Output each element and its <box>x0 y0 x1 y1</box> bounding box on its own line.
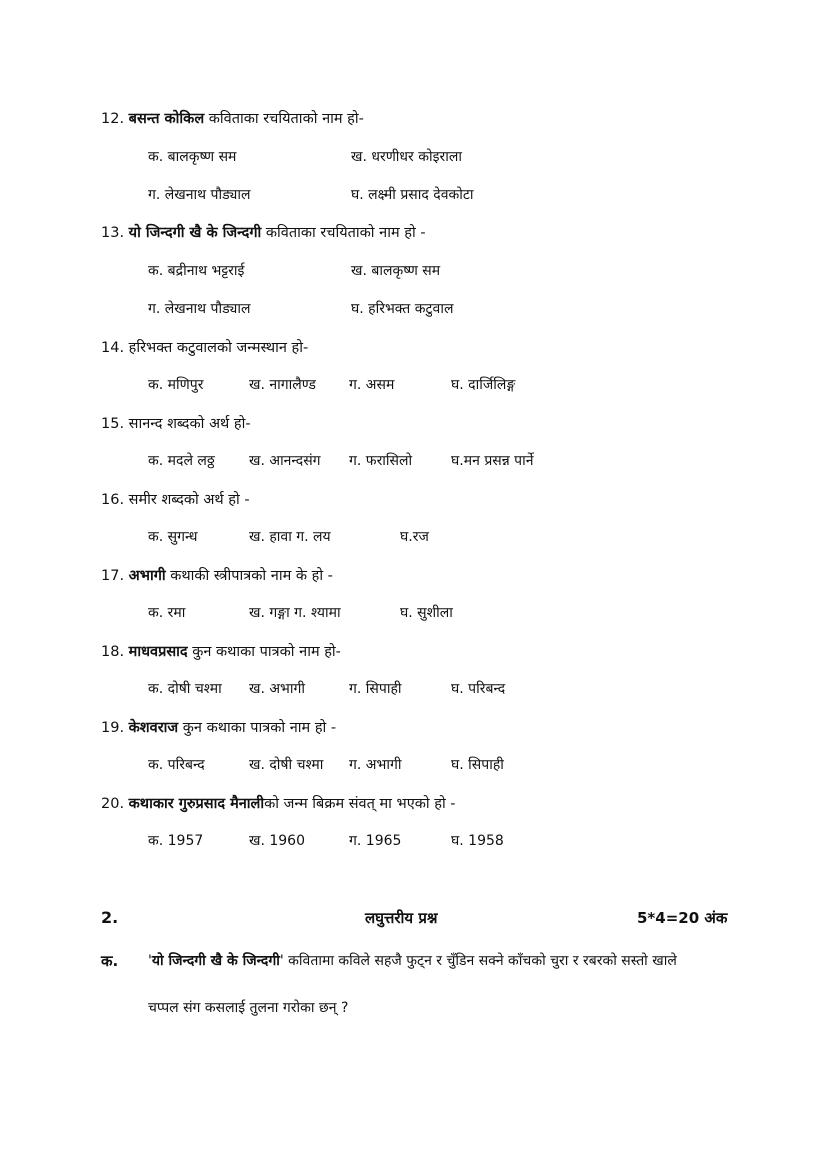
section-number: 2. <box>101 908 119 927</box>
question-text: कुन कथाका पात्रको नाम हो- <box>187 644 341 660</box>
option: क. 1957 <box>148 833 204 849</box>
option: घ. सुशीला <box>400 605 453 621</box>
option: ग. अभागी <box>349 757 402 773</box>
question-text: कविताका रचयिताको नाम हो - <box>261 225 426 241</box>
option: घ. सिपाही <box>451 757 504 773</box>
short-question-text: ' कवितामा कविले सहजै फुट्न र चुँडिन सक्ने काँचको चुरा र रबरको सस्तो खाले <box>279 953 677 969</box>
question-number: 14. <box>101 340 125 356</box>
option: ख. आनन्दसंग <box>249 453 321 469</box>
option: ख. हावा ग. लय <box>249 529 331 545</box>
question-text: समीर शब्दको अर्थ हो - <box>128 492 250 508</box>
question-bold-term: यो जिन्दगी खै के जिन्दगी <box>128 225 262 241</box>
option: ग. लेखनाथ पौड्याल <box>148 301 251 317</box>
question-text: कविताका रचयिताको नाम हो- <box>204 111 364 127</box>
option: घ.रज <box>400 529 429 545</box>
section-marks: 5*4=20 अंक <box>637 909 728 927</box>
question-number: 18. <box>101 644 125 660</box>
option: क. रमा <box>148 605 186 621</box>
question-number: 15. <box>101 416 125 432</box>
question-number: 16. <box>101 492 125 508</box>
question-number: 17. <box>101 568 125 584</box>
option: ख. 1960 <box>249 833 305 849</box>
question-16 <box>101 489 250 509</box>
option: क. मणिपुर <box>148 377 204 393</box>
question-13 <box>101 222 426 242</box>
short-question-line-2: चप्पल संग कसलाई तुलना गरोका छन् ? <box>148 1000 349 1016</box>
question-14 <box>101 337 308 357</box>
question-number: 12. <box>101 111 125 127</box>
option: ख. गङ्गा ग. श्यामा <box>249 605 341 621</box>
option: घ.मन प्रसन्न पार्ने <box>451 453 534 469</box>
option: घ. लक्ष्मी प्रसाद देवकोटा <box>351 187 474 203</box>
option: ख. दोषी चश्मा <box>249 757 324 773</box>
question-number: 19. <box>101 720 125 736</box>
option: घ. 1958 <box>451 833 504 849</box>
option: घ. परिबन्द <box>451 681 506 697</box>
question-text: को जन्म बिक्रम संवत् मा भएको हो - <box>264 796 456 812</box>
option: क. बालकृष्ण सम <box>148 149 237 165</box>
question-17 <box>101 565 333 585</box>
option: क. दोषी चश्मा <box>148 681 222 697</box>
option: ख. धरणीधर कोइराला <box>351 149 462 165</box>
option: क. सुगन्ध <box>148 529 198 545</box>
question-text: हरिभक्त कटुवालको जन्मस्थान हो- <box>128 340 309 356</box>
question-bold-term: केशवराज <box>128 720 179 736</box>
option: ग. फरासिलो <box>349 453 413 469</box>
question-bold-term: कथाकार गुरुप्रसाद मैनाली <box>128 796 265 812</box>
question-number: 13. <box>101 225 125 241</box>
option: ख. बालकृष्ण सम <box>351 263 441 279</box>
option: ग. असम <box>349 377 395 393</box>
option: क. बद्रीनाथ भट्टराई <box>148 263 245 279</box>
option: ग. सिपाही <box>349 681 402 697</box>
question-15 <box>101 413 251 433</box>
option: ग. 1965 <box>349 833 402 849</box>
quote-mark: ' <box>148 953 152 969</box>
option: ख. अभागी <box>249 681 306 697</box>
option: क. मदले लठ्ठ <box>148 453 215 469</box>
option: घ. दार्जिलिङ्ग <box>451 377 516 393</box>
option: ख. नागालैण्ड <box>249 377 316 393</box>
short-question-bold-term: यो जिन्दगी खै के जिन्दगी <box>151 953 280 969</box>
question-bold-term: माधवप्रसाद <box>128 644 188 660</box>
section-title: लघुत्तरीय प्रश्न <box>365 909 438 927</box>
short-question-line-1 <box>148 951 677 970</box>
question-18 <box>101 641 341 661</box>
option: घ. हरिभक्त कटुवाल <box>351 301 454 317</box>
question-text: सानन्द शब्दको अर्थ हो- <box>128 416 251 432</box>
question-number: 20. <box>101 796 125 812</box>
question-text: कुन कथाका पात्रको नाम हो - <box>178 720 337 736</box>
question-20 <box>101 793 456 813</box>
option: क. परिबन्द <box>148 757 205 773</box>
question-bold-term: अभागी <box>128 568 166 584</box>
short-question-label: क. <box>101 952 119 970</box>
question-text: कथाकी स्त्रीपात्रको नाम के हो - <box>165 568 333 584</box>
option: ग. लेखनाथ पौड्याल <box>148 187 251 203</box>
question-19 <box>101 717 336 737</box>
question-12 <box>101 108 364 128</box>
question-bold-term: बसन्त कोकिल <box>128 111 205 127</box>
